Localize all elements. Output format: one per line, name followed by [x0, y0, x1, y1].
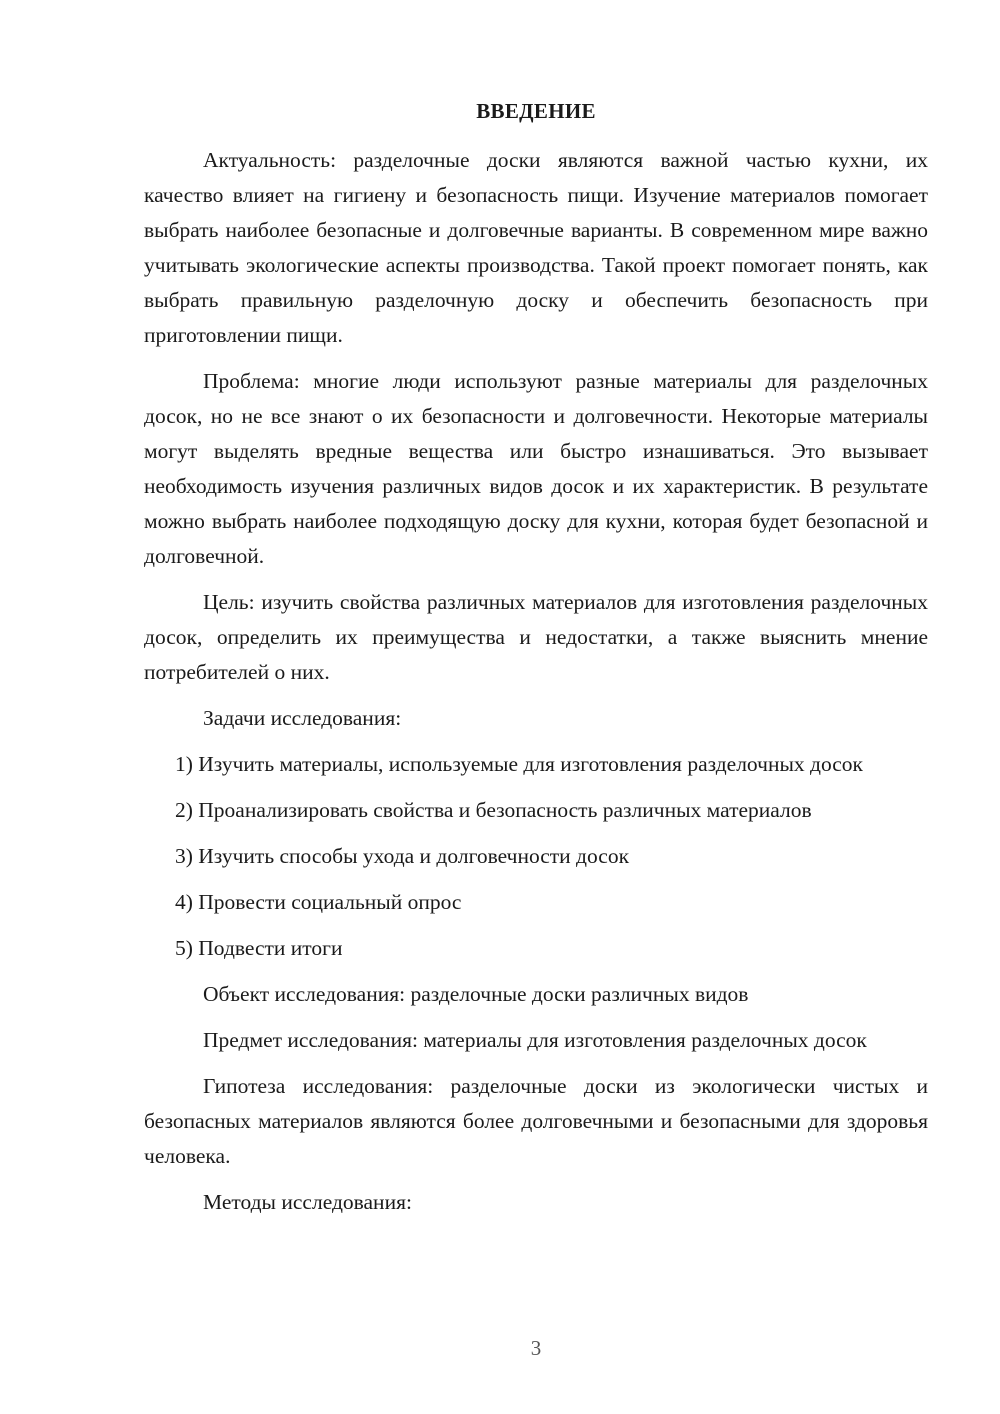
document-page: [144, 0, 928, 1414]
list-item-task-5: 5) Подвести итоги: [175, 936, 343, 960]
page-title: ВВЕДЕНИЕ: [476, 99, 596, 123]
list-item-task-3: 3) Изучить способы ухода и долговечности досок: [175, 844, 630, 868]
paragraph-subject: Предмет исследования: материалы для изготовления разделочных досок: [203, 1028, 867, 1052]
list-item-task-4: 4) Провести социальный опрос: [175, 890, 462, 914]
methods-heading: Методы исследования:: [203, 1190, 412, 1214]
paragraph-object: Объект исследования: разделочные доски различных видов: [203, 982, 749, 1006]
tasks-heading: Задачи исследования:: [203, 706, 402, 730]
paragraph-goal: Цель: изучить свойства различных материалов для изготовления разделочных досок, определить их преимущества и недостатки, а также выяснить мнение потребителей о них.: [144, 590, 928, 684]
document-body: [144, 143, 928, 1220]
paragraph-relevance: Актуальность: разделочные доски являются важной частью кухни, их качество влияет на гигиену и безопасность пищи. Изучение материалов помогает выбрать наиболее безопасные и долговечные варианты. В современном мире важно учитывать экологические аспекты производства. Такой проект помогает понять, как выбрать правильную разделочную доску и обеспечить безопасность при приготовлении пищи.: [144, 148, 928, 347]
list-item-task-1: 1) Изучить материалы, используемые для изготовления разделочных досок: [175, 752, 863, 776]
paragraph-problem: Проблема: многие люди используют разные материалы для разделочных досок, но не все знают о их безопасности и долговечности. Некоторые материалы могут выделять вредные вещества или быстро изнашиваться. Это вызывает необходимость изучения различных видов досок и их характеристик. В результате можно выбрать наиболее подходящую доску для кухни, которая будет безопасной и долговечной.: [144, 369, 928, 568]
page-number: 3: [530, 1336, 542, 1360]
paragraph-hypothesis: Гипотеза исследования: разделочные доски из экологически чистых и безопасных материалов являются более долговечными и безопасными для здоровья человека.: [144, 1074, 928, 1168]
list-item-task-2: 2) Проанализировать свойства и безопасность различных материалов: [175, 798, 812, 822]
